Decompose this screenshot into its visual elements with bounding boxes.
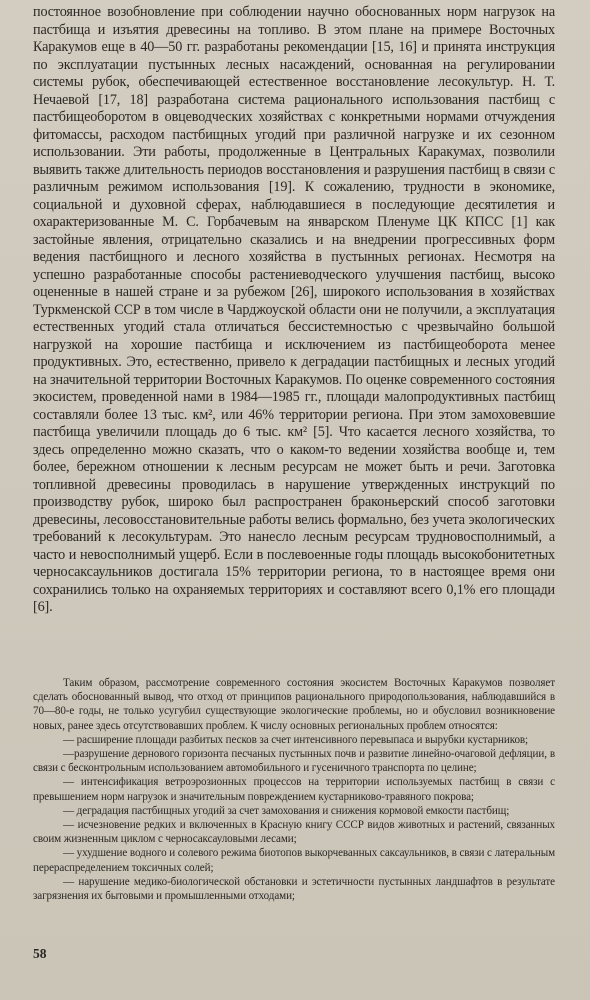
problem-item: — нарушение медико-биологической обстановки и эстетичности пустынных ландшафтов в результате загрязнения их бытовыми и промышленными отходами; (33, 875, 555, 903)
main-paragraph: постоянное возобновление при соблюдении научно обоснованных норм нагрузок на пастбища и изъятия древесины на топливо. В этом плане на примере Восточных Каракумов еще в 40—50 гг. разработаны рекомендации [15, 16] и принята инструкция по эксплуатации пустынных лесных насаждений, основанная на регулировании системы рубок, обеспечивающей естественное восстановление лесокультур. Н. Т. Нечаевой [17, 18] разработана система рационального использования пастбищ с пастбищеоборотом в овцеводческих хозяйствах с конкретными нормами отчуждения фитомассы, расходом пастбищных угодий при различной нагрузке и их сезонном использовании. Эти работы, продолженные в Центральных Каракумах, позволили выявить также длительность периодов восстановления и разрушения пастбищ в связи с различным режимом использования [19]. К сожалению, трудности в экономике, социальной и духовной сферах, наблюдавшиеся в последующие десятилетия и охарактеризованные М. С. Горбачевым на январском Пленуме ЦК КПСС [1] как застойные явления, отрицательно сказались и на внедрении прогрессивных форм ведения пастбищного и лесного хозяйства в пустынных регионах. Несмотря на успешно разработанные способы растениеводческого улучшения пастбищ, высоко оцененные в нашей стране и за рубежом [26], широкого использования в хозяйствах Туркменской ССР в том числе в Чарджоуской области они не получили, а эксплуатация естественных угодий стала отличаться бессистемностью с чрезвычайно большой нагрузкой на хорошие пастбища и исключением из пастбищеоборота менее продуктивных. Это, естественно, привело к деградации пастбищных и лесных угодий на значительной территории Восточных Каракумов. По оценке современного состояния экосистем, проведенной нами в 1984—1985 гг., площади малопродуктивных пастбищ составляли более 13 тыс. км², или 46% территории региона. При этом замоховевшие пастбища увеличили площадь до 6 тыс. км² [5]. Что касается лесного хозяйства, то здесь определенно можно сказать, что о каком-то ведении хозяйства вообще и, тем более, бережном отношении к лесным ресурсам не может быть и речи. Заготовка топливной древесины проводилась в нарушение утвержденных инструкций по производству рубок, широко был распространен браконьерский способ заготовки древесины, лесовосстановительные работы велись формально, без учета экологических требований к лесокультурам. Это нанесло лесным ресурсам трудновосполнимый, а часто и невосполнимый ущерб. Если в послевоенные годы площадь высокобонитетных черносаксаульников достигала 15% территории региона, то в настоящее время они сохранились только на охраняемых территориях и составляют всего 0,1% его площади [6]. (33, 4, 555, 615)
problem-item: — ухудшение водного и солевого режима биотопов выкорчеванных саксаульников, в связи с латеральным перераспределением токсичных солей; (33, 847, 555, 874)
page-number: 58 (33, 946, 47, 961)
problem-item: — расширение площади разбитых песков за счет интенсивного перевыпаса и вырубки кустарников; (63, 733, 529, 746)
problem-item: —разрушение дернового горизонта песчаных пустынных почв и развитие линейно-очаговой дефляции, в связи с бесконтрольным использованием автомобильного и гусеничного транспорта по целине; (33, 748, 555, 775)
main-text-block (33, 4, 555, 617)
problem-item: — исчезновение редких и включенных в Красную книгу СССР видов животных и растений, связанных своим жизненным циклом с черносаксауловыми лесами; (33, 819, 555, 846)
conclusion-paragraph: Таким образом, рассмотрение современного состояния экосистем Восточных Каракумов позволяет сделать обоснованный вывод, что отход от принципов рационального природопользования, наблюдавшийся в 70—80-е годы, не только усугубил существующие экологические проблемы, но и обусловил возникновение новых, ранее здесь отсутствовавших проблем. К числу основных региональных проблем относятся: (33, 677, 555, 732)
problem-item: — деградация пастбищных угодий за счет замохования и снижения кормовой емкости пастбищ; (63, 804, 510, 817)
problem-item: — интенсификация ветроэрозионных процессов на территории используемых пастбищ в связи с превышением норм нагрузок и значительным повреждением кустарниково-травяного покрова; (33, 776, 555, 803)
conclusion-block (33, 676, 555, 903)
